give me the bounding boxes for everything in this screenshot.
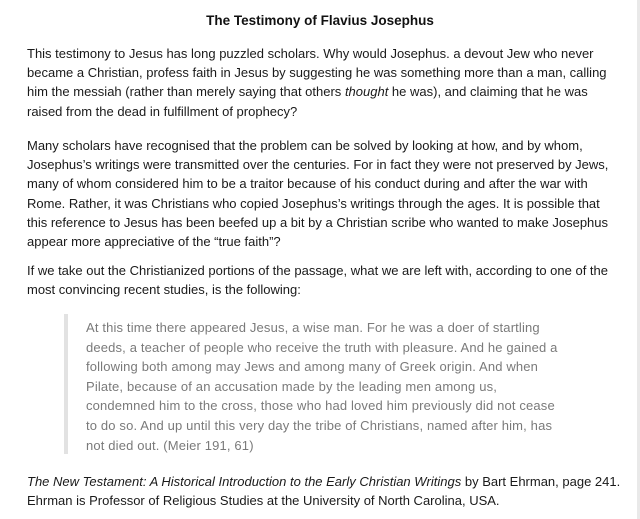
emphasis-thought: thought xyxy=(344,84,389,100)
citation-text: by Bart Ehrman, page 241. Ehrman is Professor of Religious Studies at the University of North Carolina, USA. xyxy=(27,474,621,509)
paragraph-intro-text-b: he was), and claiming that he was raised from the dead in fulfillment of prophecy? xyxy=(27,84,588,119)
paragraph-christianized: If we take out the Christianized portions of the passage, what we are left with, according to one of the most convincing recent studies, is the following: xyxy=(27,263,609,298)
page-title: The Testimony of Flavius Josephus xyxy=(206,13,434,28)
paragraph-transmission: Many scholars have recognised that the problem can be solved by looking at how, and by whom, Josephus’s writings were transmitted over the centuries. For in fact they were not preserved by Jews, many of whom considered him to be a traitor because of his conduct during and after the war with Rome. Rather, it was Christians who copied Josephus’s writings through the ages. It is possible that this reference to Jesus has been beefed up a bit by a Christian scribe who wanted to make Josephus appear more appreciative of the “true faith”? xyxy=(27,138,609,250)
blockquote xyxy=(64,314,564,454)
blockquote-text: At this time there appeared Jesus, a wise man. For he was a doer of startling deeds, a teacher of people who receive the truth with pleasure. And he gained a following both among may Jews and among many of Greek origin. And when Pilate, because of an accusation made by the leading men among us, condemned him to the cross, those who had loved him previously did not cease to do so. And up until this very day the tribe of Christians, named after him, has not died out. (Meier 191, 61) xyxy=(86,320,558,453)
citation-book-title: The New Testament: A Historical Introduction to the Early Christian Writings xyxy=(27,474,462,489)
citation xyxy=(27,472,623,510)
paragraph-intro xyxy=(27,44,623,121)
paragraph-intro-text-a: This testimony to Jesus has long puzzled scholars. Why would Josephus. a devout Jew who never became a Christian, profess faith in Jesus by suggesting he was something more than a man, calling him the messiah (rather than merely saying that others xyxy=(27,46,607,100)
